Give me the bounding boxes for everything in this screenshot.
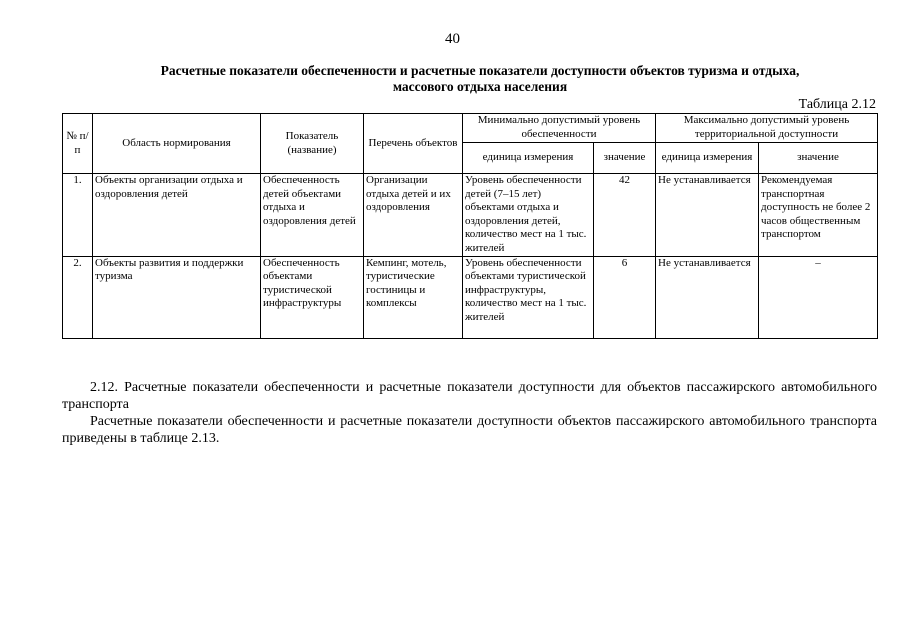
table-row [63,174,878,257]
document-title-line-1: Расчетные показатели обеспеченности и расчетные показатели доступности объектов туризма и отдыха, [160,63,800,78]
cell-max-value: Рекомендуемая транспортная доступность не более 2 часов общественным транспортом [759,174,878,257]
cell-objects: Кемпинг, мотель, туристические гостиницы и комплексы [364,256,463,338]
header-area: Область нормирования [93,114,261,174]
header-max-value: значение [759,143,878,174]
header-min-group: Минимально допустимый уровень обеспеченности [463,114,656,143]
header-indicator: Показатель (название) [261,114,364,174]
cell-max-value: – [759,256,878,338]
section-paragraph-body: Расчетные показатели обеспеченности и расчетные показатели доступности объектов пассажирского автомобильного транспорта приведены в таблице 2.13. [62,414,877,446]
cell-objects: Организации отдыха детей и их оздоровления [364,174,463,257]
header-num: № п/п [63,114,93,174]
cell-num: 2. [63,256,93,338]
cell-min-value: 6 [594,256,656,338]
cell-indicator: Обеспеченность детей объектами отдыха и оздоровления детей [261,174,364,257]
table-row [63,256,878,338]
page-number: 40 [445,31,460,47]
header-max-group: Максимально допустимый уровень территориальной доступности [656,114,878,143]
header-objects: Перечень объектов [364,114,463,174]
cell-max-unit: Не устанавливается [656,256,759,338]
header-min-unit: единица измерения [463,143,594,174]
cell-num: 1. [63,174,93,257]
document-title-line-2: массового отдыха населения [392,79,568,94]
header-min-value: значение [594,143,656,174]
section-paragraph-heading: 2.12. Расчетные показатели обеспеченности и расчетные показатели доступности для объектов пассажирского автомобильного транспорта [62,380,877,412]
table-caption: Таблица 2.12 [798,97,876,112]
cell-min-value: 42 [594,174,656,257]
table-header-row [63,114,878,143]
cell-area: Объекты организации отдыха и оздоровления детей [93,174,261,257]
cell-area: Объекты развития и поддержки туризма [93,256,261,338]
cell-min-unit: Уровень обеспеченности объектами туристической инфраструктуры, количество мест на 1 тыс. жителей [463,256,594,338]
cell-max-unit: Не устанавливается [656,174,759,257]
cell-indicator: Обеспеченность объектами туристической инфраструктуры [261,256,364,338]
document-title [110,63,850,95]
cell-min-unit: Уровень обеспеченности детей (7–15 лет) объектами отдыха и оздоровления детей, количество мест на 1 тыс. жителей [463,174,594,257]
standards-table [62,113,878,339]
header-max-unit: единица измерения [656,143,759,174]
